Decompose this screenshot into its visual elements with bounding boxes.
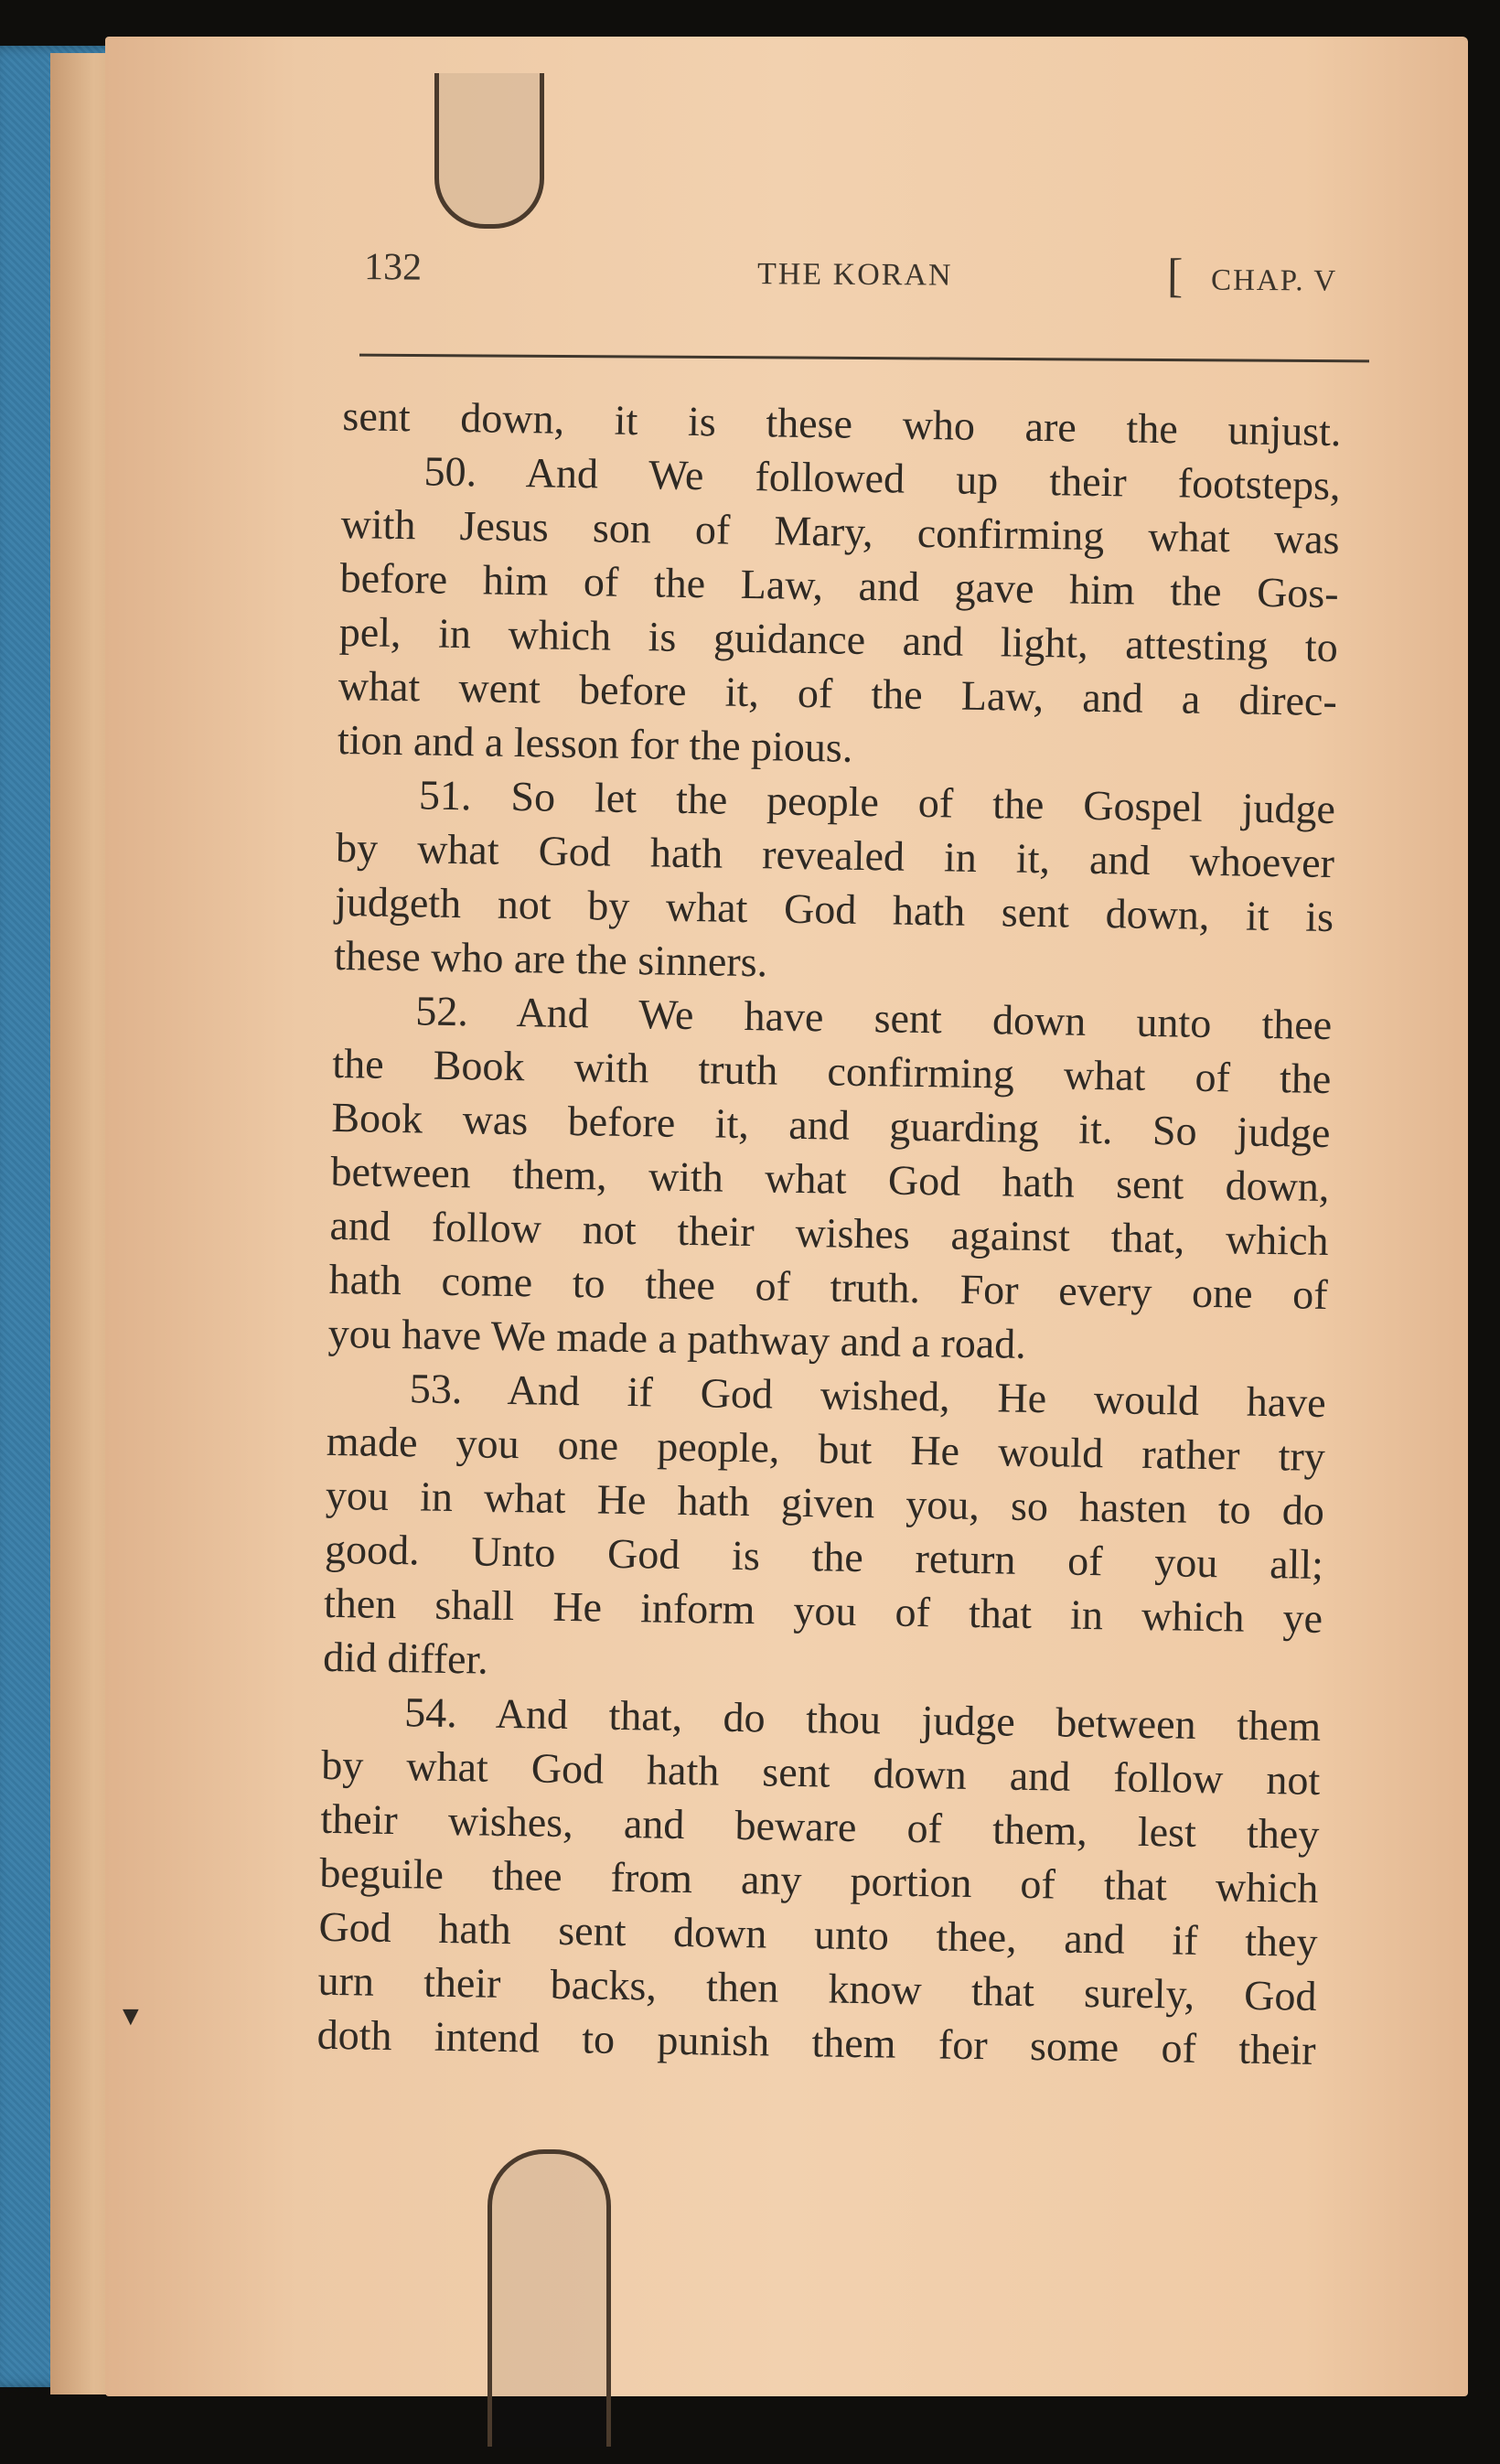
text-line: judgeth not by what God hath sent down, it is [334, 877, 1334, 941]
text-line: by what God hath sent down and follow not [320, 1741, 1321, 1804]
text-line: what went before it, of the Law, and a direc- [338, 661, 1338, 725]
text-line: urn their backs, then know that surely, God [317, 1956, 1317, 2019]
text-line: the Book with truth confirming what of the [332, 1039, 1332, 1103]
text-line: doth intend to punish them for some of their [316, 2010, 1317, 2073]
page-clip-bottom [488, 2149, 611, 2447]
text-line: with Jesus son of Mary, confirming what was [340, 499, 1340, 563]
text-line: tion and a lesson for the pious. [337, 715, 853, 771]
text-line: these who are the sinners. [333, 931, 768, 986]
running-title: THE KORAN [756, 257, 953, 293]
text-line: 53. And if God wished, He would have [409, 1365, 1327, 1427]
page-header [364, 245, 1370, 316]
text-line: Book was before it, and guarding it. So judge [331, 1093, 1331, 1157]
text-line: pel, in which is guidance and light, attesting to [338, 607, 1339, 671]
text-line: and follow not their wishes against that, which [329, 1201, 1329, 1265]
text-line: 52. And We have sent down unto thee [414, 987, 1333, 1049]
page-clip-top [434, 73, 544, 229]
text-line: 54. And that, do thou judge between them [403, 1688, 1322, 1750]
text-line: sent down, it is these who are the unjust. [342, 391, 1342, 455]
text-line: beguile thee from any portion of that which [319, 1848, 1319, 1912]
margin-arrow-icon: ▼ [117, 2001, 145, 2031]
text-line: made you one people, but He would rather try [326, 1417, 1326, 1481]
text-line: hath come to thee of truth. For every one of [328, 1255, 1328, 1319]
page-number: 132 [363, 246, 423, 289]
text-line: between them, with what God hath sent down, [330, 1147, 1330, 1211]
chapter-bracket: [ [1166, 250, 1184, 303]
text-line: by what God hath revealed in it, and whoever [335, 823, 1335, 887]
text-line: you have We made a pathway and a road. [327, 1309, 1027, 1367]
text-line: their wishes, and beware of them, lest they [320, 1794, 1320, 1858]
text-line: good. Unto God is the return of you all; [324, 1525, 1324, 1588]
text-line: you in what He hath given you, so hasten to do [325, 1471, 1325, 1534]
text-line: God hath sent down unto thee, and if they [318, 1902, 1318, 1966]
text-line: 50. And We followed up their footsteps, [423, 447, 1341, 509]
chapter-label: CHAP. V [1210, 263, 1338, 298]
text-line: then shall He inform you of that in which ye [323, 1579, 1323, 1642]
page-body [316, 389, 1342, 2077]
text-line: 51. So let the people of the Gospel judge [418, 771, 1336, 833]
text-line: before him of the Law, and gave him the Gos- [339, 553, 1340, 617]
text-line: did differ. [322, 1633, 489, 1683]
